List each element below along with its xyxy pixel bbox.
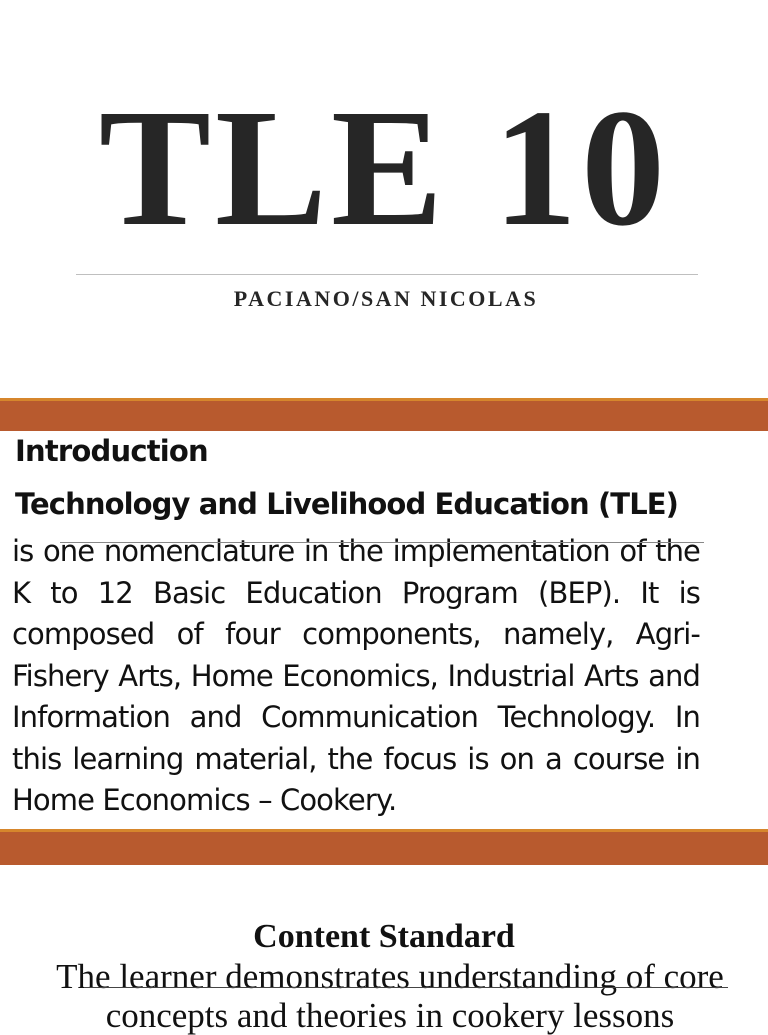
tle-term-heading: Technology and Livelihood Education (TLE): [15, 487, 679, 521]
title-divider: [76, 274, 698, 275]
introduction-heading: Introduction: [15, 434, 208, 468]
content-standard-heading: Content Standard: [253, 918, 515, 955]
bottom-accent-band: [0, 829, 768, 865]
introduction-underline: [60, 542, 704, 543]
content-standard-underline: [84, 987, 728, 988]
content-standard-body: The learner demonstrates understanding of core concepts and theories in cookery lessons: [56, 957, 724, 1035]
page-subtitle: PACIANO/SAN NICOLAS: [233, 286, 539, 311]
introduction-body: is one nomenclature in the implementation of the K to 12 Basic Education Program (BEP). It is composed of four components, namely, Agri-Fishery Arts, Home Economics, Industrial Arts and Information and Communication Technology. In this learning material, the focus is on a course in Home Economics – Cookery.: [12, 534, 700, 817]
page-title: TLE 10: [98, 75, 670, 261]
top-accent-band: [0, 398, 768, 431]
